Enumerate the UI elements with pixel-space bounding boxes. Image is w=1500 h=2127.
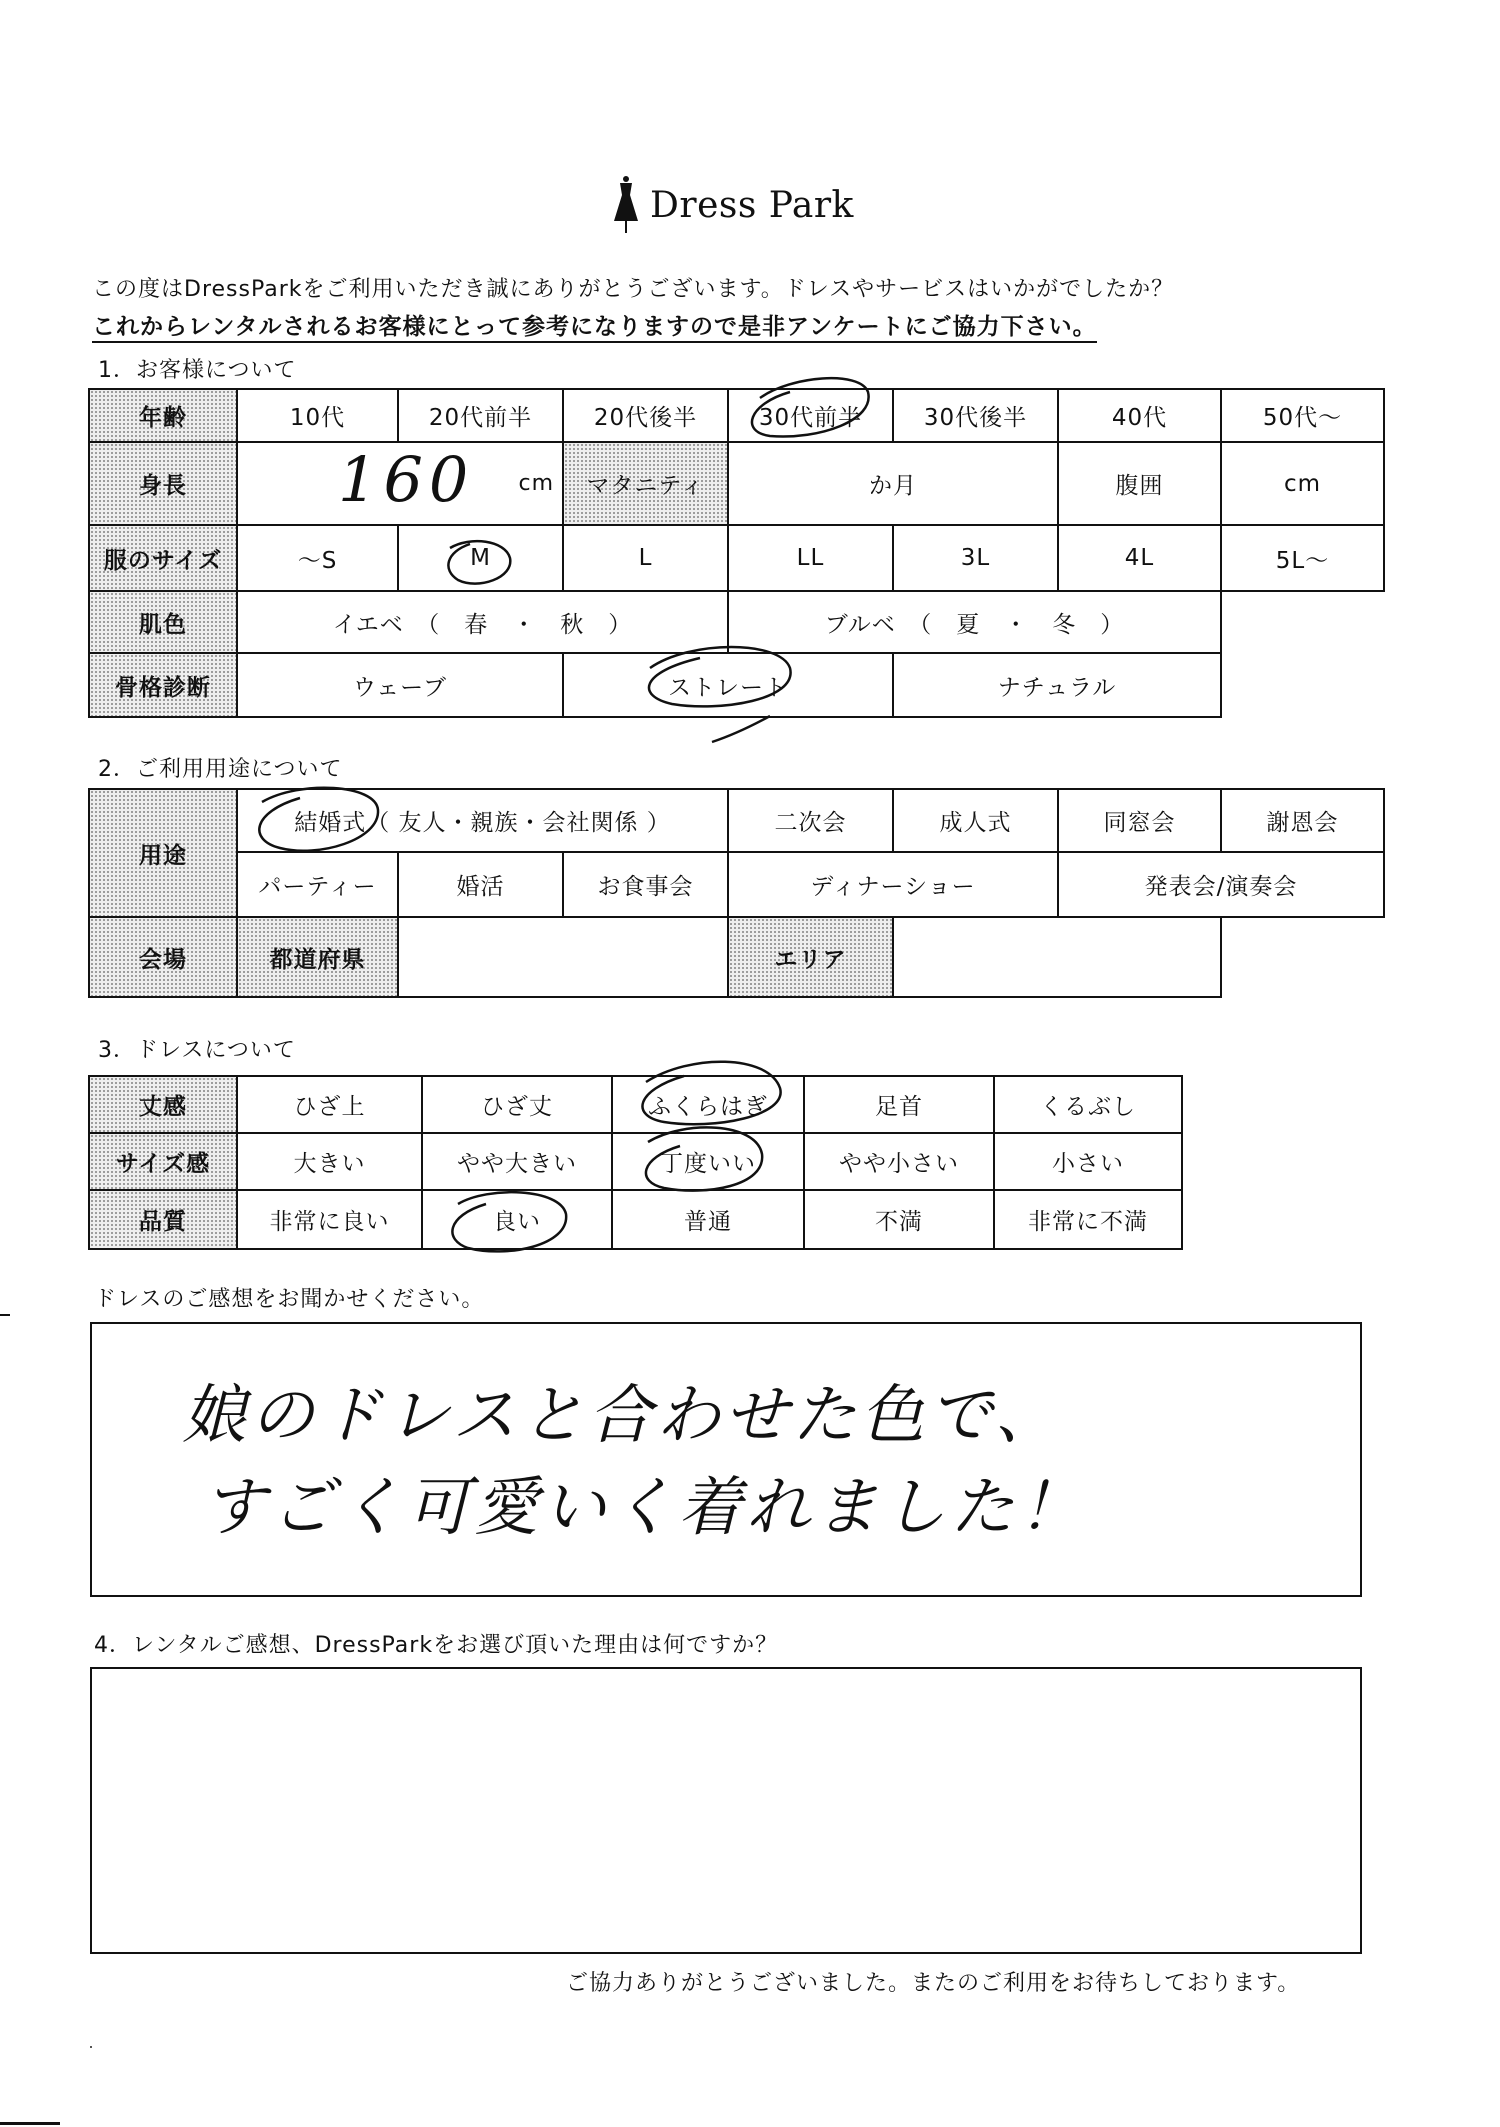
height-unit: cm <box>518 471 554 496</box>
quality-option-selected[interactable]: 良い <box>421 1189 613 1250</box>
purpose-label: 用途 <box>88 788 238 918</box>
skin-label: 肌色 <box>88 590 238 654</box>
waist-label: 腹囲 <box>1057 441 1222 526</box>
section1-title: 1．お客様について <box>98 358 297 383</box>
fit-option[interactable]: やや大きい <box>421 1132 613 1191</box>
length-option[interactable]: ひざ丈 <box>421 1075 613 1134</box>
dress-icon <box>610 175 642 235</box>
comment-line-2: すごく可愛いく着れました！ <box>202 1471 1086 1545</box>
logo-text: Dress Park <box>650 185 854 226</box>
area-field[interactable] <box>892 916 1222 998</box>
purpose-option[interactable]: お食事会 <box>562 851 729 918</box>
section2-title: 2．ご利用用途について <box>98 757 343 782</box>
length-option[interactable]: ひざ上 <box>236 1075 423 1134</box>
fit-option[interactable]: 大きい <box>236 1132 423 1191</box>
fit-label: サイズ感 <box>88 1132 238 1191</box>
age-option[interactable]: 10代 <box>236 388 399 443</box>
length-option[interactable]: くるぶし <box>993 1075 1183 1134</box>
comment-prompt: ドレスのご感想をお聞かせください。 <box>94 1287 485 1312</box>
age-option[interactable]: 40代 <box>1057 388 1222 443</box>
quality-option[interactable]: 不満 <box>803 1189 995 1250</box>
frame-option[interactable]: ウェーブ <box>236 652 564 718</box>
section4-title: 4．レンタルご感想、DressParkをお選び頂いた理由は何ですか？ <box>94 1633 779 1658</box>
size-option-selected[interactable]: M <box>397 524 564 592</box>
height-field[interactable] <box>236 441 564 526</box>
footer-thanks: ご協力ありがとうございました。またのご利用をお待ちしております。 <box>566 1971 1301 1996</box>
size-option[interactable]: 3L <box>892 524 1059 592</box>
skin-blue-base[interactable]: ブルベ （ 夏 ・ 冬 ） <box>727 590 1222 654</box>
fit-option[interactable]: 小さい <box>993 1132 1183 1191</box>
size-option[interactable]: L <box>562 524 729 592</box>
purpose-option[interactable]: 同窓会 <box>1057 788 1222 853</box>
size-option[interactable]: 5L～ <box>1220 524 1385 592</box>
age-option[interactable]: 20代後半 <box>562 388 729 443</box>
purpose-wedding[interactable]: 結婚式（ 友人・親族・会社関係 ） <box>236 788 729 853</box>
age-option[interactable]: 20代前半 <box>397 388 564 443</box>
purpose-option[interactable]: ディナーショー <box>727 851 1059 918</box>
scan-speck <box>90 2046 92 2048</box>
length-label: 丈感 <box>88 1075 238 1134</box>
frame-option[interactable]: ナチュラル <box>892 652 1222 718</box>
age-label: 年齢 <box>88 388 238 443</box>
height-label: 身長 <box>88 441 238 526</box>
purpose-option[interactable]: 二次会 <box>727 788 894 853</box>
purpose-option[interactable]: パーティー <box>236 851 399 918</box>
maternity-label: マタニティ <box>562 441 729 526</box>
prefecture-field[interactable] <box>397 916 729 998</box>
fit-option[interactable]: やや小さい <box>803 1132 995 1191</box>
reason-answer-box[interactable] <box>90 1667 1362 1954</box>
frame-option-selected[interactable]: ストレート <box>562 652 894 718</box>
logo <box>610 165 854 245</box>
fit-option-selected[interactable]: 丁度いい <box>611 1132 805 1191</box>
purpose-option[interactable]: 婚活 <box>397 851 564 918</box>
dress-comment-box[interactable] <box>90 1322 1362 1597</box>
section3-title: 3．ドレスについて <box>98 1038 296 1063</box>
length-option-selected[interactable]: ふくらはぎ <box>611 1075 805 1134</box>
quality-option[interactable]: 普通 <box>611 1189 805 1250</box>
scan-edge-mark <box>0 2122 60 2125</box>
height-value: 160 <box>338 443 475 516</box>
intro-line-2: これからレンタルされるお客様にとって参考になりますので是非アンケートにご協力下さい。 <box>92 308 1097 343</box>
size-option[interactable]: ～S <box>236 524 399 592</box>
venue-label: 会場 <box>88 916 238 998</box>
age-option-selected[interactable]: 30代前半 <box>727 388 894 443</box>
purpose-option[interactable]: 成人式 <box>892 788 1059 853</box>
size-label: 服のサイズ <box>88 524 238 592</box>
purpose-option[interactable]: 謝恩会 <box>1220 788 1385 853</box>
age-option[interactable]: 30代後半 <box>892 388 1059 443</box>
area-label: エリア <box>727 916 894 998</box>
quality-label: 品質 <box>88 1189 238 1250</box>
maternity-months-field[interactable] <box>727 441 1059 526</box>
age-option[interactable]: 50代～ <box>1220 388 1385 443</box>
quality-option[interactable]: 非常に良い <box>236 1189 423 1250</box>
comment-line-1: 娘のドレスと合わせた色で、 <box>182 1379 1063 1453</box>
purpose-option[interactable]: 発表会/演奏会 <box>1057 851 1385 918</box>
waist-field[interactable] <box>1220 441 1385 526</box>
length-option[interactable]: 足首 <box>803 1075 995 1134</box>
prefecture-label: 都道府県 <box>236 916 399 998</box>
frame-label: 骨格診断 <box>88 652 238 718</box>
size-option[interactable]: 4L <box>1057 524 1222 592</box>
quality-option[interactable]: 非常に不満 <box>993 1189 1183 1250</box>
skin-yellow-base[interactable]: イエベ （ 春 ・ 秋 ） <box>236 590 729 654</box>
waist-unit: cm <box>1283 470 1322 497</box>
size-option[interactable]: LL <box>727 524 894 592</box>
margin-mark <box>0 1314 10 1316</box>
months-unit: か月 <box>869 473 917 499</box>
intro-line-1: この度はDressParkをご利用いただき誠にありがとうございます。ドレスやサービスはいかがでしたか？ <box>92 277 1175 302</box>
